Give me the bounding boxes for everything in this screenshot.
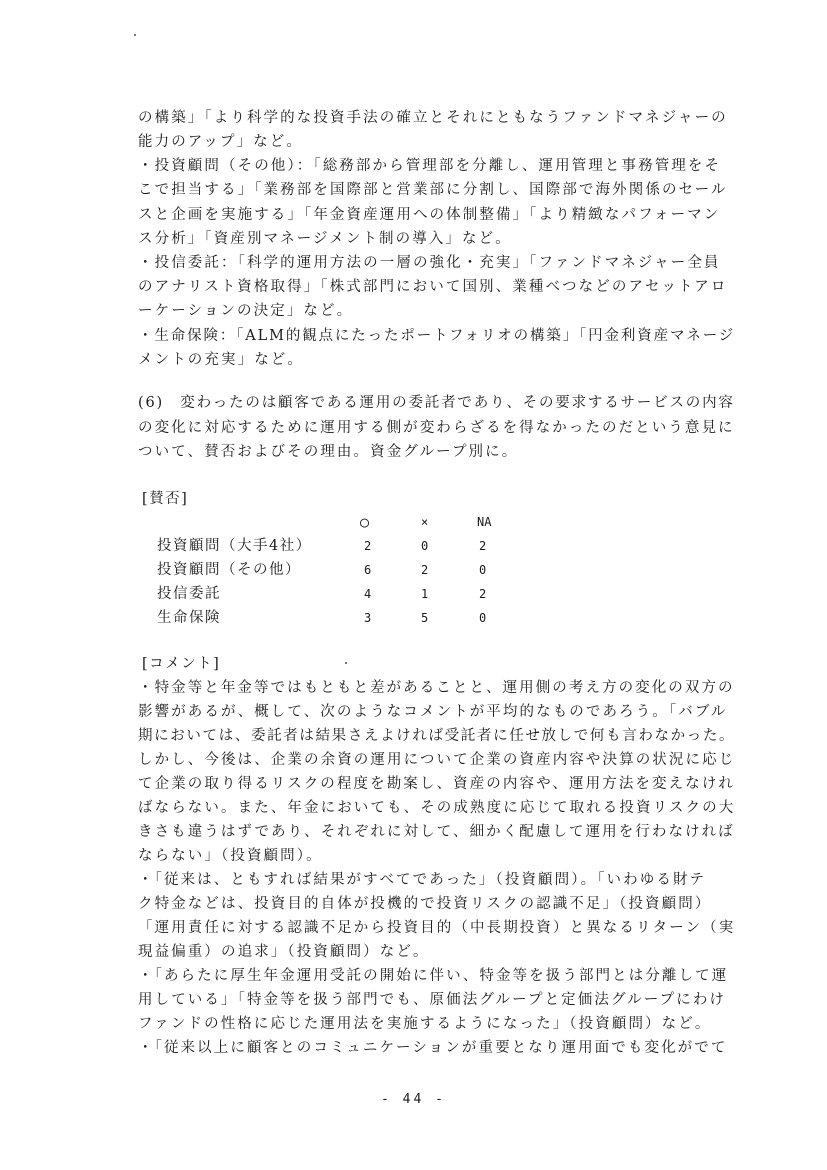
column-header-na: NA — [477, 515, 492, 529]
question-line: ついて、賛否およびその理由。資金グループ別に。 — [138, 444, 519, 460]
row-value: 2 — [421, 563, 429, 577]
row-label: 投信委託 — [157, 586, 221, 602]
comment-label: [コメント] — [142, 656, 221, 672]
row-value: 1 — [421, 587, 429, 601]
page-number: - 44 - — [381, 1092, 446, 1107]
row-value: 0 — [479, 611, 487, 625]
body-line: ・生命保険：「ALM的観点にたったポートフォリオの構築」「円金利資産マネージ — [138, 328, 736, 344]
body-line: ス分析」「資産別マネージメント制の導入」など。 — [138, 231, 512, 247]
row-label: 投資顧問（大手4社） — [157, 538, 312, 554]
comment-line: きさも違うはずであり、それぞれに対して、細かく配慮して運用を行わなければ — [138, 824, 735, 840]
comment-line: ファンドの性格に応じた運用法を実施するようになった」（投資顧問）など。 — [138, 1016, 712, 1032]
comment-line: ならない」（投資顧問）。 — [138, 848, 323, 864]
row-label: 投資顧問（その他） — [157, 562, 301, 578]
comment-line: 用している」「特金等を扱う部門でも、原価法グループと定価法グループにわけ — [138, 992, 727, 1008]
comment-line: ・特金等と年金等ではもともと差があることと、運用側の考え方の変化の双方の — [138, 680, 735, 696]
comment-line: 現益偏重）の追求」（投資顧問）など。 — [138, 944, 430, 960]
comment-line: 影響があるが、概して、次のようなコメントが平均的なものであろう。「バブル — [138, 704, 728, 720]
comment-line: 期においては、委託者は結果さえよければ受託者に任せ放しで何も言わなかった。 — [138, 728, 736, 744]
body-line: のアナリスト資格取得」「株式部門において国別、業種べつなどのアセットアロ — [138, 279, 728, 295]
scan-speck — [134, 34, 136, 36]
comment-line: 「運用責任に対する認識不足から投資目的（中長期投資）と異なるリターン（実 — [138, 920, 736, 936]
section-label: [賛否] — [142, 491, 189, 507]
row-value: 5 — [421, 611, 429, 625]
body-line: ・投資顧問（その他）：「総務部から管理部を分離し、運用管理と事務管理をそ — [138, 158, 722, 174]
row-value: 2 — [479, 587, 487, 601]
comment-line: ・「従来は、ともすれば結果がすべてであった」（投資顧問）。「いわゆる財テ — [138, 872, 707, 888]
column-header-disapprove: × — [421, 515, 429, 529]
body-line: 能力のアップ」など。 — [138, 134, 303, 150]
comment-line: ・「あらたに厚生年金運用受託の開始に伴い、特金等を扱う部門とは分離して運 — [138, 968, 729, 984]
question-line: (6) 変わったのは顧客である運用の委託者であり、その要求するサービスの内容 — [138, 395, 735, 411]
body-line: ーケーションの決定」など。 — [138, 303, 354, 319]
row-value: 2 — [364, 539, 372, 553]
row-label: 生命保険 — [157, 610, 221, 626]
row-value: 4 — [364, 587, 372, 601]
row-value: 6 — [364, 563, 372, 577]
body-line: ・投信委託：「科学的運用方法の一層の強化・充実」「ファンドマネジャー全員 — [138, 255, 721, 271]
question-line: の変化に対応するために運用する側が変わらざるを得なかったのだという意見に — [138, 420, 735, 436]
row-value: 2 — [479, 539, 487, 553]
comment-line: て企業の取り得るリスクの程度を勘案し、資産の内容や、運用方法を変えなけれ — [138, 776, 736, 792]
body-line: こで担当する」「業務部を国際部と営業部に分割し、国際部で海外関係のセール — [138, 182, 728, 198]
body-line: スと企画を実施する」「年金資産運用への体制整備」「より精緻なパフォーマン — [138, 207, 721, 223]
body-line: メントの充実」など。 — [138, 352, 304, 368]
scan-speck — [345, 662, 347, 664]
row-value: 0 — [479, 563, 487, 577]
comment-line: ク特金などは、投資目的自体が投機的で投資リスクの認識不足」（投資顧問） — [138, 896, 712, 912]
row-value: 0 — [421, 539, 429, 553]
body-line: の構築」「より科学的な投資手法の確立とそれにともなうファンドマネジャーの — [138, 110, 728, 126]
row-value: 3 — [364, 611, 372, 625]
column-header-approve: ○ — [360, 513, 370, 531]
comment-line: しかし、今後は、企業の余資の運用について企業の資産内容や決算の状況に応じ — [138, 752, 736, 768]
comment-line: ばならない。また、年金においても、その成熟度に応じて取れる投資リスクの大 — [138, 800, 736, 816]
comment-line: ・「従来以上に顧客とのコミュニケーションが重要となり運用面でも変化がでて — [138, 1040, 728, 1056]
